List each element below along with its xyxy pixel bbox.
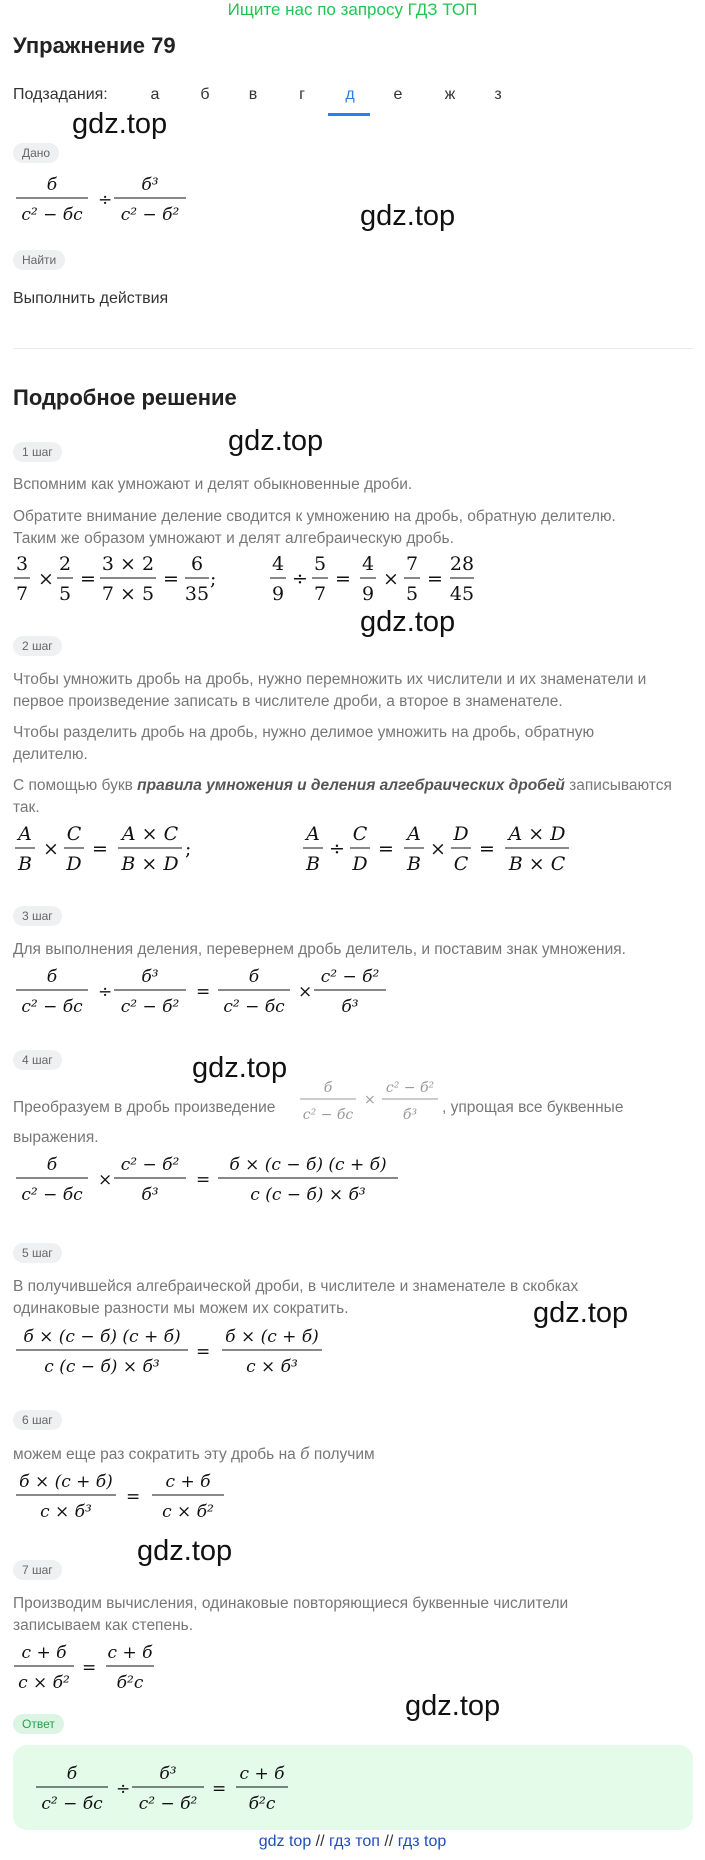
step7-formula: [10, 1636, 210, 1698]
step-text: записываем как степень.: [13, 1617, 194, 1634]
equals-sign: =: [80, 568, 96, 590]
given-expression: [10, 168, 190, 228]
equals-sign: =: [479, 838, 495, 860]
footer-separator: //: [315, 1833, 325, 1850]
svg-text:с × б²: с × б²: [18, 1673, 70, 1693]
step-tag: 3 шаг: [13, 906, 62, 926]
step-text: Таким же образом умножают и делят алгебраическую дробь.: [13, 530, 454, 547]
given-tag: Дано: [13, 143, 59, 163]
footer-separator: //: [384, 1833, 394, 1850]
svg-text:с² − бс: с² − бс: [21, 1185, 83, 1205]
fraction-denominator: D: [66, 853, 82, 875]
fraction-denominator: 45: [449, 583, 475, 605]
equals-sign: =: [378, 838, 394, 860]
divider: [13, 348, 693, 349]
svg-text:б²с: б²с: [248, 1794, 276, 1814]
fraction-numerator: A: [18, 823, 32, 845]
step-tag: 1 шаг: [13, 442, 62, 462]
subtasks-label: Подзадания:: [13, 86, 108, 103]
step-text: , упрощая все буквенные: [442, 1099, 624, 1116]
fraction-numerator: A: [306, 823, 320, 845]
svg-text:×: ×: [364, 1092, 376, 1108]
top-banner[interactable]: Ищите нас по запросу ГДЗ ТОП: [227, 0, 478, 19]
fraction-denominator: B × D: [121, 853, 179, 875]
step-text: Чтобы умножить дробь на дробь, нужно перемножить их числители и их знаменатели и: [13, 671, 647, 688]
answer-tag: Ответ: [13, 1714, 64, 1734]
step-text: Обратите внимание деление сводится к умножению на дробь, обратную делителю.: [13, 508, 616, 525]
svg-text:б × (с + б): б × (с + б): [225, 1327, 319, 1347]
fraction-numerator: C: [352, 823, 368, 845]
svg-text:с² − б²: с² − б²: [120, 997, 180, 1017]
svg-text:б³: б³: [141, 1185, 159, 1205]
svg-text:б: б: [46, 967, 58, 987]
fraction-numerator: A: [407, 823, 421, 845]
step-tag: 5 шаг: [13, 1243, 62, 1263]
svg-text:б³: б³: [159, 1764, 177, 1784]
step4-formula: [10, 1148, 410, 1212]
svg-text:×: ×: [98, 1170, 113, 1190]
svg-text:б × (с − б) (с + б): б × (с − б) (с + б): [229, 1155, 387, 1175]
step-text: Преобразуем в дробь произведение: [13, 1099, 276, 1116]
step-text: С помощью букв правила умножения и деления алгебраических дробей записываются: [13, 777, 672, 794]
svg-text:с² − б²: с² − б²: [120, 1155, 180, 1175]
svg-text:с (с − б) × б³: с (с − б) × б³: [44, 1357, 160, 1377]
fraction-numerator: 4: [361, 553, 375, 575]
equals-sign: =: [163, 568, 179, 590]
tab-subtask-e[interactable]: е: [393, 86, 403, 103]
tab-subtask-a[interactable]: а: [150, 86, 160, 103]
svg-text:=: =: [126, 1487, 141, 1507]
fraction-denominator: 7 × 5: [101, 583, 155, 605]
svg-text:с × б²: с × б²: [162, 1502, 214, 1522]
watermark: gdz.top: [405, 1690, 501, 1722]
fraction-denominator: B: [18, 853, 32, 875]
svg-text:с + б: с + б: [239, 1764, 285, 1784]
svg-text:б³: б³: [141, 967, 159, 987]
tab-subtask-v[interactable]: в: [248, 86, 258, 103]
svg-text:с² − б²: с² − б²: [320, 967, 380, 987]
footer-link[interactable]: gdz top: [258, 1833, 312, 1850]
fraction-denominator: C: [453, 853, 469, 875]
svg-text:с² − бс: с² − бс: [21, 997, 83, 1017]
rule-formulas: [10, 818, 610, 882]
times-sign: ×: [38, 568, 54, 590]
solution-heading: Подробное решение: [13, 385, 237, 410]
times-sign: ×: [430, 838, 446, 860]
fraction-numerator: б: [46, 175, 58, 195]
answer-formula: [30, 1757, 310, 1819]
svg-text:с × б³: с × б³: [40, 1502, 92, 1522]
footer-link[interactable]: гдз топ: [329, 1833, 380, 1850]
svg-text:с + б: с + б: [165, 1472, 211, 1492]
fraction-numerator: D: [453, 823, 469, 845]
step-text: Производим вычисления, одинаковые повторяющиеся буквенные числители: [13, 1595, 569, 1612]
fraction-denominator: с² − б²: [120, 205, 180, 225]
find-tag: Найти: [13, 250, 65, 270]
fraction-denominator: 7: [313, 583, 327, 605]
fraction-numerator: 3 × 2: [101, 553, 155, 575]
step-text: Для выполнения деления, перевернем дробь делитель, и поставим знак умножения.: [13, 941, 626, 958]
times-sign: ×: [383, 568, 399, 590]
tab-subtask-g[interactable]: г: [299, 86, 305, 103]
svg-text:с × б³: с × б³: [246, 1357, 298, 1377]
fraction-numerator: 4: [271, 553, 285, 575]
tab-subtask-d[interactable]: д: [345, 86, 355, 103]
variable-b: б: [300, 1445, 310, 1463]
step-text: В получившейся алгебраической дроби, в числителе и знаменателе в скобках: [13, 1278, 579, 1295]
fraction-numerator: 6: [190, 553, 204, 575]
svg-text:с + б: с + б: [21, 1643, 67, 1663]
fraction-denominator: 7: [15, 583, 29, 605]
svg-text:с² − б²: с² − б²: [385, 1080, 435, 1096]
tab-subtask-zh[interactable]: ж: [444, 86, 456, 103]
rule-name: правила умножения и деления алгебраических дробей: [137, 777, 565, 794]
svg-text:=: =: [82, 1658, 97, 1678]
svg-text:=: =: [196, 1342, 211, 1362]
equals-sign: =: [92, 838, 108, 860]
fraction-numerator: 28: [449, 553, 475, 575]
example-fractions: [10, 548, 510, 610]
svg-text:с² − бс: с² − бс: [223, 997, 285, 1017]
active-tab-indicator: [328, 113, 370, 116]
svg-text:с² − бс: с² − бс: [302, 1107, 354, 1123]
divide-sign: ÷: [98, 190, 113, 210]
page-title: Упражнение 79: [13, 33, 176, 58]
svg-text:÷: ÷: [98, 982, 113, 1002]
svg-text:б³: б³: [341, 997, 359, 1017]
step-text: одинаковые разности мы можем их сократить.: [13, 1300, 349, 1317]
step3-formula: [10, 960, 410, 1022]
footer-link[interactable]: гдз top: [397, 1833, 447, 1850]
tab-subtask-b[interactable]: б: [200, 86, 210, 103]
fraction-numerator: 5: [313, 553, 327, 575]
step-tag: 6 шаг: [13, 1410, 62, 1430]
svg-text:=: =: [196, 982, 211, 1002]
svg-text:с + б: с + б: [107, 1643, 153, 1663]
fraction-denominator: с² − бс: [21, 205, 83, 225]
svg-text:с² − бс: с² − бс: [41, 1794, 103, 1814]
step-tag: 7 шаг: [13, 1560, 62, 1580]
svg-text:б³: б³: [402, 1107, 418, 1123]
step-text: можем еще раз сократить эту дробь на б получим: [13, 1445, 375, 1463]
times-sign: ×: [43, 838, 59, 860]
fraction-numerator: A × C: [121, 823, 179, 845]
watermark: gdz.top: [228, 425, 324, 457]
svg-text:б²с: б²с: [116, 1673, 144, 1693]
svg-text:;: ;: [210, 568, 217, 590]
watermark: gdz.top: [533, 1297, 629, 1329]
watermark: gdz.top: [360, 200, 456, 232]
fraction-denominator: B × C: [508, 853, 566, 875]
step-text: первое произведение записать в числителе дроби, а второе в знаменателе.: [13, 693, 563, 710]
svg-text:с² − б²: с² − б²: [138, 1794, 198, 1814]
svg-text:б: б: [323, 1080, 333, 1096]
fraction-denominator: 35: [184, 583, 210, 605]
divide-sign: ÷: [292, 568, 308, 590]
fraction-numerator: 3: [15, 553, 29, 575]
step-text: выражения.: [13, 1129, 99, 1146]
step-text: Вспомним как умножают и делят обыкновенные дроби.: [13, 476, 413, 493]
divide-sign: ÷: [329, 838, 345, 860]
svg-text:б: б: [66, 1764, 78, 1784]
step5-formula: [10, 1320, 370, 1384]
svg-text:с (с − б) × б³: с (с − б) × б³: [250, 1185, 366, 1205]
step-tag: 4 шаг: [13, 1050, 62, 1070]
svg-text:;: ;: [185, 838, 192, 860]
watermark: gdz.top: [192, 1052, 288, 1084]
fraction-numerator: A × D: [508, 823, 566, 845]
svg-text:=: =: [212, 1779, 227, 1799]
fraction-denominator: 5: [405, 583, 419, 605]
svg-text:=: =: [196, 1170, 211, 1190]
fraction-denominator: B: [306, 853, 320, 875]
fraction-numerator: C: [66, 823, 82, 845]
step6-formula: [10, 1465, 270, 1529]
fraction-numerator: б³: [141, 175, 159, 195]
watermark: gdz.top: [360, 606, 456, 638]
svg-text:÷: ÷: [116, 1779, 131, 1799]
footer-links: [0, 1833, 705, 1851]
fraction-numerator: 2: [58, 553, 72, 575]
step-text: делителю.: [13, 746, 88, 763]
find-text: Выполнить действия: [13, 290, 169, 307]
step-text: Чтобы разделить дробь на дробь, нужно делимое умножить на дробь, обратную: [13, 724, 595, 741]
fraction-denominator: 9: [361, 583, 375, 605]
fraction-denominator: D: [352, 853, 368, 875]
step-tag: 2 шаг: [13, 636, 62, 656]
fraction-denominator: 9: [271, 583, 285, 605]
fraction-denominator: B: [407, 853, 421, 875]
svg-text:×: ×: [298, 982, 313, 1002]
watermark: gdz.top: [72, 108, 168, 140]
equals-sign: =: [335, 568, 351, 590]
step-text: так.: [13, 799, 40, 816]
watermark: gdz.top: [137, 1535, 233, 1567]
fraction-denominator: 5: [58, 583, 72, 605]
svg-text:б × (с + б): б × (с + б): [19, 1472, 113, 1492]
svg-text:б: б: [46, 1155, 58, 1175]
inline-product: [296, 1074, 446, 1130]
equals-sign: =: [427, 568, 443, 590]
fraction-numerator: 7: [405, 553, 419, 575]
svg-text:б: б: [248, 967, 260, 987]
tab-subtask-z[interactable]: з: [494, 86, 502, 103]
svg-text:б × (с − б) (с + б): б × (с − б) (с + б): [23, 1327, 181, 1347]
